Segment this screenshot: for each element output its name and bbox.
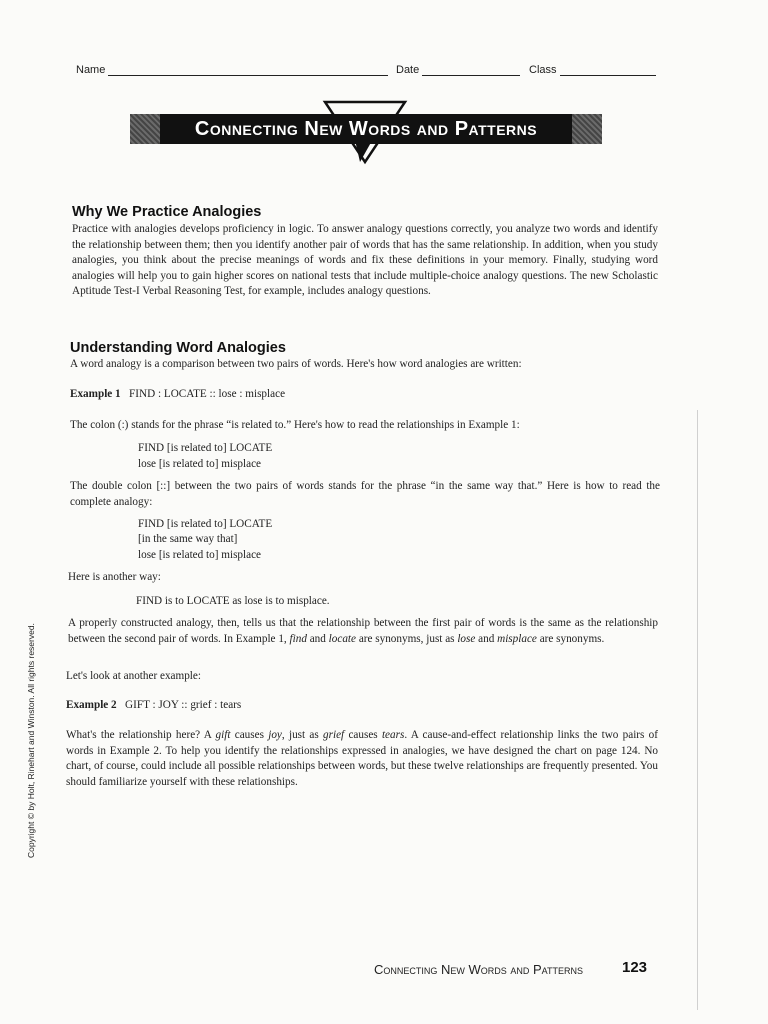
text-run: causes [230,729,269,741]
date-field [396,64,520,76]
relation-2-line-1: FIND [is related to] LOCATE [138,518,273,530]
page-number: 123 [622,959,648,976]
date-label: Date [396,64,420,76]
banner-left-block [130,114,160,144]
another-way-label: Here is another way: [68,571,161,583]
italic-word: grief [323,729,345,741]
footer-title: Connecting New Words and Patterns [374,962,584,977]
copyright-notice: Copyright © by Holt, Rinehart and Winston. All rights reserved. [26,623,36,858]
text-run: are synonyms, just as [356,632,458,645]
class-label: Class [529,64,557,76]
italic-word: find [289,632,307,645]
name-field [76,64,388,76]
why-paragraph: Practice with analogies develops proficiency in logic. To answer analogy questions correctly, you analyze two words and identify the relationship between them; then you identify another pair of words that has the same relationship. In addition, when you study analogies, you think about the precise meanings of words and fix these definitions in your memory. Finally, studying word analogies will help you to gain higher scores on national tests that include multiple-choice analogy questions. The new Scholastic Aptitude Test-I Verbal Reasoning Test, for example, includes analogy questions. [72,223,658,297]
italic-word: gift [215,729,231,741]
text-run: and [475,632,498,645]
text-run: causes [344,729,382,741]
understanding-intro: A word analogy is a comparison between two pairs of words. Here's how word analogies are written: [70,358,522,370]
relation-1-line-2: lose [is related to] misplace [138,458,262,470]
italic-word: tears [381,729,405,741]
relation-2-line-3: lose [is related to] misplace [138,549,262,561]
italic-word: misplace [497,632,537,645]
relation-1-line-1: FIND [is related to] LOCATE [138,442,273,454]
example-2-text: GIFT : JOY :: grief : tears [125,699,242,711]
title-banner [130,110,600,170]
relation-2-line-2: [in the same way that] [138,533,238,545]
example-2 [66,699,241,711]
class-field [529,64,656,76]
page-edge-rule [697,410,698,1010]
whats-the-relationship-paragraph [66,728,658,790]
name-label: Name [76,64,106,76]
text-run: , just as [281,729,324,741]
text-run: A properly constructed analogy, then, tells us that the relationship between the first pair of words is the same as the relationship between the second pair of words. In Example 1, [68,617,658,645]
date-line [422,65,520,76]
example-1-label: Example 1 [70,388,121,400]
example-1-text: FIND : LOCATE :: lose : misplace [129,388,286,400]
banner-right-block [572,114,602,144]
banner-title: Connecting New Words and Patterns [160,114,572,144]
italic-word: lose [457,632,476,645]
another-way-line: FIND is to LOCATE as lose is to misplace. [136,595,330,607]
italic-word: joy [268,729,282,741]
example-2-label: Example 2 [66,699,117,711]
example-1 [70,388,285,400]
properly-constructed-paragraph [68,616,658,647]
class-line [560,65,656,76]
section-heading-understanding: Understanding Word Analogies [70,340,286,356]
section-heading-why: Why We Practice Analogies [72,204,262,220]
italic-word: locate [328,632,357,645]
lets-look-label: Let's look at another example: [66,670,201,682]
text-run: . A cause-and-effect relationship links the two pairs of words in Example 2. To help you identify the relationships expressed in analogies, we have designed the chart on page 124. No chart, of course, could include all possible relationships between words, but these twelve relationships are frequently presented. You should familiarize yourself with these relationships. [66,729,658,788]
name-line [108,65,388,76]
colon-explanation: The colon (:) stands for the phrase “is related to.” Here's how to read the relationships in Example 1: [70,419,520,431]
text-run: What's the relationship here? A [66,729,216,741]
text-run: and [306,632,329,645]
text-run: are synonyms. [536,632,605,645]
double-colon-explanation: The double colon [::] between the two pairs of words stands for the phrase “in the same way that.” Here is how to read the complete analogy: [70,480,660,508]
